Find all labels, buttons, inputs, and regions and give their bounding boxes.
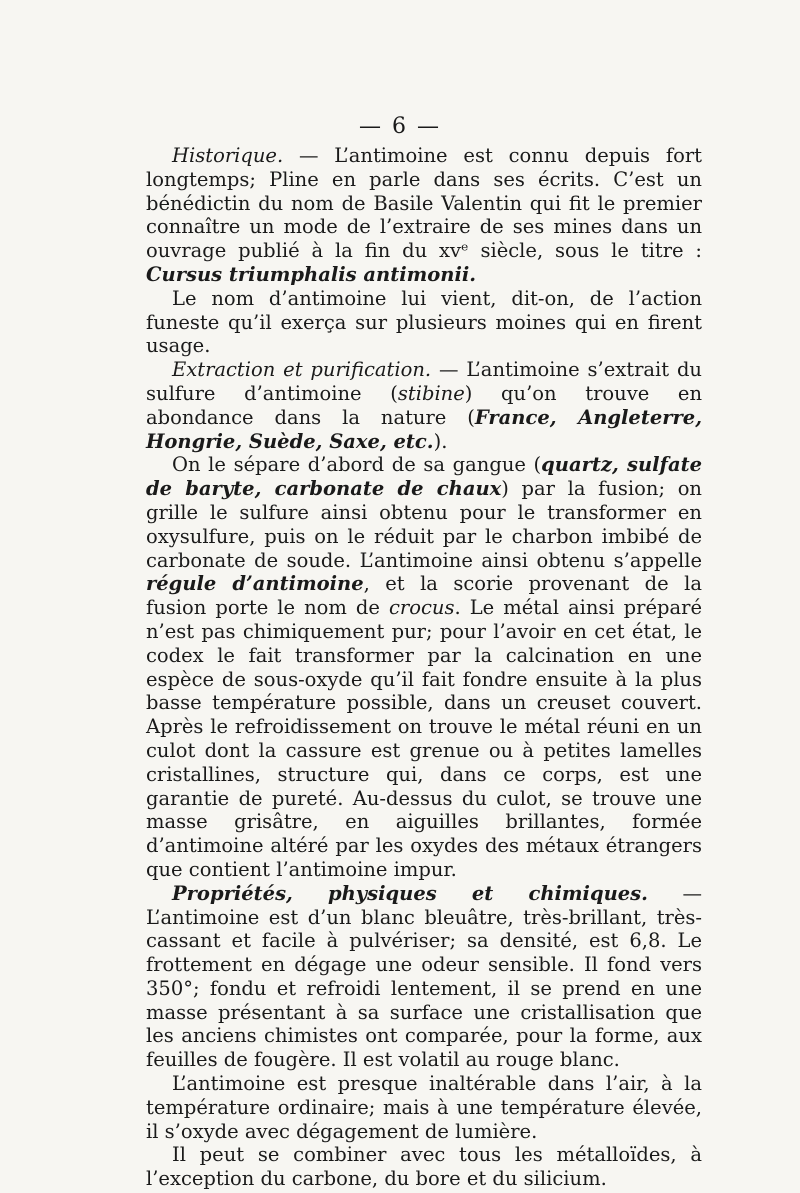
paragraph-separation xyxy=(146,453,702,881)
paragraph-text: ) qu’on trouve en abondance dans la nature ( xyxy=(146,381,703,429)
paragraph-nom: Le nom d’antimoine lui vient, dit-on, de l’action funeste qu’il exerça sur plusieurs moines qui en firent usage. xyxy=(146,286,702,358)
paragraph-text: ) par la fusion; on grille le sulfure ainsi obtenu pour le transformer en oxysulfure, puis on le réduit par le charbon imbibé de carbonate de soude. L’antimoine ainsi obtenu s’appelle xyxy=(146,477,702,572)
paragraph-text: — L’antimoine est connu depuis fort longtemps; Pline en parle dans ses écrits. C’est un bénédictin du nom de Basile Valentin qui fit le premier connaître un mode de l’extraire de ses mines dans un ouvrage publié à la fin du xvᵉ siècle, sous le titre : xyxy=(146,144,702,263)
section-heading-proprietes: Propriétés, physiques et chimiques. xyxy=(172,881,648,905)
term-regule: régule d’antimoine xyxy=(146,572,364,596)
paragraph-text: On le sépare d’abord de sa gangue ( xyxy=(172,453,542,477)
body-text xyxy=(146,144,702,1191)
section-heading-historique: Historique. xyxy=(172,144,284,167)
term-crocus: crocus xyxy=(388,596,455,620)
paragraph-historique xyxy=(146,144,702,287)
countries-list: France, Angleterre, Hongrie, Suède, Saxe, etc. xyxy=(146,405,702,453)
paragraph-extraction xyxy=(146,358,702,453)
section-heading-extraction: Extraction et purification. xyxy=(172,358,432,382)
paragraph-text: , et la scorie provenant de la fusion porte le nom de xyxy=(146,572,702,620)
term-stibine: stibine xyxy=(397,381,465,405)
paragraph-text: — L’antimoine est d’un blanc bleuâtre, très-brillant, très-cassant et facile à pulvériser; sa densité, est 6,8. Le frottement en dégage une odeur sensible. Il fond vers 350°; fondu et refroidi lentement, il se prend en une masse présentant à sa surface une cristallisation que les anciens chimistes ont comparée, pour la forme, aux feuilles de fougère. Il est volatil au rouge blanc. xyxy=(146,881,702,1072)
paragraph-text: ). xyxy=(433,429,448,453)
paragraph-combinaison: Il peut se combiner avec tous les métalloïdes, à l’exception du carbone, du bore et du silicium. xyxy=(146,1143,702,1191)
term-gangue: quartz, sulfate de baryte, carbonate de chaux xyxy=(146,453,702,501)
paragraph-text: . Le métal ainsi préparé n’est pas chimiquement pur; pour l’avoir en cet état, le codex le fait transformer par la calcination en une espèce de sous-oxyde qu’il fait fondre ensuite à la plus basse température possible, dans un creuset couvert. Après le refroidissement on trouve le métal réuni en un culot dont la cassure est grenue ou à petites lamelles cristallines, structure qui, dans ce corps, est une garantie de pureté. Au-dessus du culot, se trouve une masse grisâtre, en aiguilles brillantes, formée d’antimoine altéré par les oxydes des métaux étrangers que contient l’antimoine impur. xyxy=(146,596,702,881)
book-title: Cursus triumphalis antimonii. xyxy=(146,262,477,286)
paragraph-inalterable: L’antimoine est presque inaltérable dans l’air, à la température ordinaire; mais à une température élevée, il s’oxyde avec dégagement de lumière. xyxy=(146,1072,702,1143)
paragraph-proprietes xyxy=(146,882,702,1072)
page-number: — 6 — xyxy=(359,114,441,139)
paragraph-text: — L’antimoine s’extrait du sulfure d’antimoine ( xyxy=(146,358,702,405)
